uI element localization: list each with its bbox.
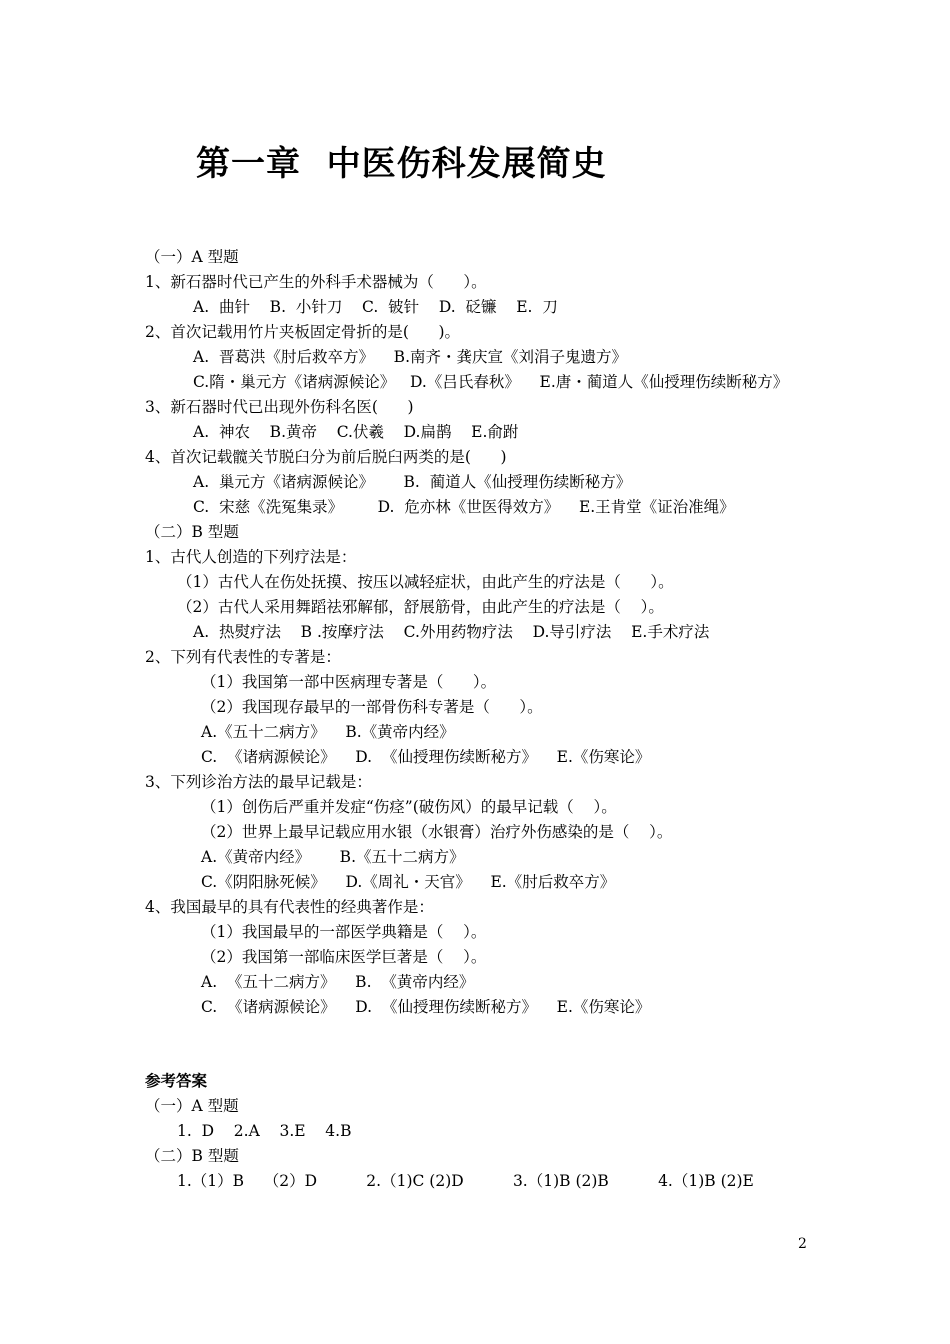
answers-section-a: （一）A 型题 (145, 1097, 239, 1115)
options-a2-row1: A. 晋葛洪《肘后救卒方》 B.南齐・龚庆宣《刘涓子鬼遗方》 (193, 348, 628, 366)
page-number: 2 (798, 1236, 807, 1252)
question-b2-sub1: （1）我国第一部中医病理专著是（ ）。 (201, 673, 497, 691)
question-b4-sub1: （1）我国最早的一部医学典籍是（ ）。 (201, 923, 487, 941)
question-b2-sub2: （2）我国现存最早的一部骨伤科专著是（ ）。 (201, 698, 543, 716)
section-a-heading: （一）A 型题 (145, 248, 239, 266)
question-b3: 3、下列诊治方法的最早记载是： (145, 773, 372, 791)
options-a2-row2: C.隋・巢元方《诸病源候论》 D.《吕氏春秋》 E.唐・蔺道人《仙授理伤续断秘方》 (193, 373, 789, 391)
options-a4-row1: A. 巢元方《诸病源候论》 B. 蔺道人《仙授理伤续断秘方》 (193, 473, 632, 491)
question-a1: 1、新石器时代已产生的外科手术器械为（ ）。 (145, 273, 487, 291)
question-a2: 2、首次记载用竹片夹板固定骨折的是( )。 (145, 323, 461, 341)
question-b4-sub2: （2）我国第一部临床医学巨著是（ ）。 (201, 948, 487, 966)
question-b1-sub1: （1）古代人在伤处抚摸、按压以减轻症状，由此产生的疗法是（ ）。 (177, 573, 674, 591)
question-a3: 3、新石器时代已出现外伤科名医( ) (145, 398, 414, 416)
options-b4-row2: C. 《诸病源候论》 D. 《仙授理伤续断秘方》 E.《伤寒论》 (201, 998, 651, 1016)
answers-a-values: 1. D 2.A 3.E 4.B (177, 1122, 352, 1140)
options-b3-row1: A.《黄帝内经》 B.《五十二病方》 (201, 848, 465, 866)
options-b2-row2: C. 《诸病源候论》 D. 《仙授理伤续断秘方》 E.《伤寒论》 (201, 748, 651, 766)
chapter-title: 第一章 中医伤科发展简史 (196, 144, 607, 184)
answers-section-b: （二）B 型题 (145, 1147, 239, 1165)
question-a4: 4、首次记载髋关节脱臼分为前后脱臼两类的是( ) (145, 448, 507, 466)
question-b2: 2、下列有代表性的专著是： (145, 648, 341, 666)
options-a4-row2: C. 宋慈《洗冤集录》 D. 危亦林《世医得效方》 E.王肯堂《证治准绳》 (193, 498, 735, 516)
options-a1: A. 曲针 B. 小针刀 C. 铍针 D. 砭镰 E. 刀 (193, 298, 558, 316)
options-b3-row2: C.《阴阳脉死候》 D.《周礼・天官》 E.《肘后救卒方》 (201, 873, 616, 891)
question-b3-sub2: （2）世界上最早记载应用水银（水银膏）治疗外伤感染的是（ ）。 (201, 823, 673, 841)
options-b1: A. 热熨疗法 B .按摩疗法 C.外用药物疗法 D.导引疗法 E.手术疗法 (193, 623, 710, 641)
options-b4-row1: A. 《五十二病方》 B. 《黄帝内经》 (201, 973, 475, 991)
answers-heading: 参考答案 (145, 1072, 208, 1090)
options-b2-row1: A.《五十二病方》 B.《黄帝内经》 (201, 723, 455, 741)
question-b4: 4、我国最早的具有代表性的经典著作是： (145, 898, 434, 916)
section-b-heading: （二）B 型题 (145, 523, 239, 541)
answers-b-values: 1.（1）B （2）D 2.（1)C (2)D 3.（1)B (2)B 4.（1)B (2)E (177, 1172, 754, 1190)
question-b1: 1、古代人创造的下列疗法是： (145, 548, 357, 566)
question-b1-sub2: （2）古代人采用舞蹈祛邪解郁，舒展筋骨，由此产生的疗法是（ ）。 (177, 598, 664, 616)
options-a3: A. 神农 B.黄帝 C.伏羲 D.扁鹊 E.俞跗 (193, 423, 519, 441)
question-b3-sub1: （1）创伤后严重并发症“伤痉”(破伤风）的最早记载（ ）。 (201, 798, 617, 816)
